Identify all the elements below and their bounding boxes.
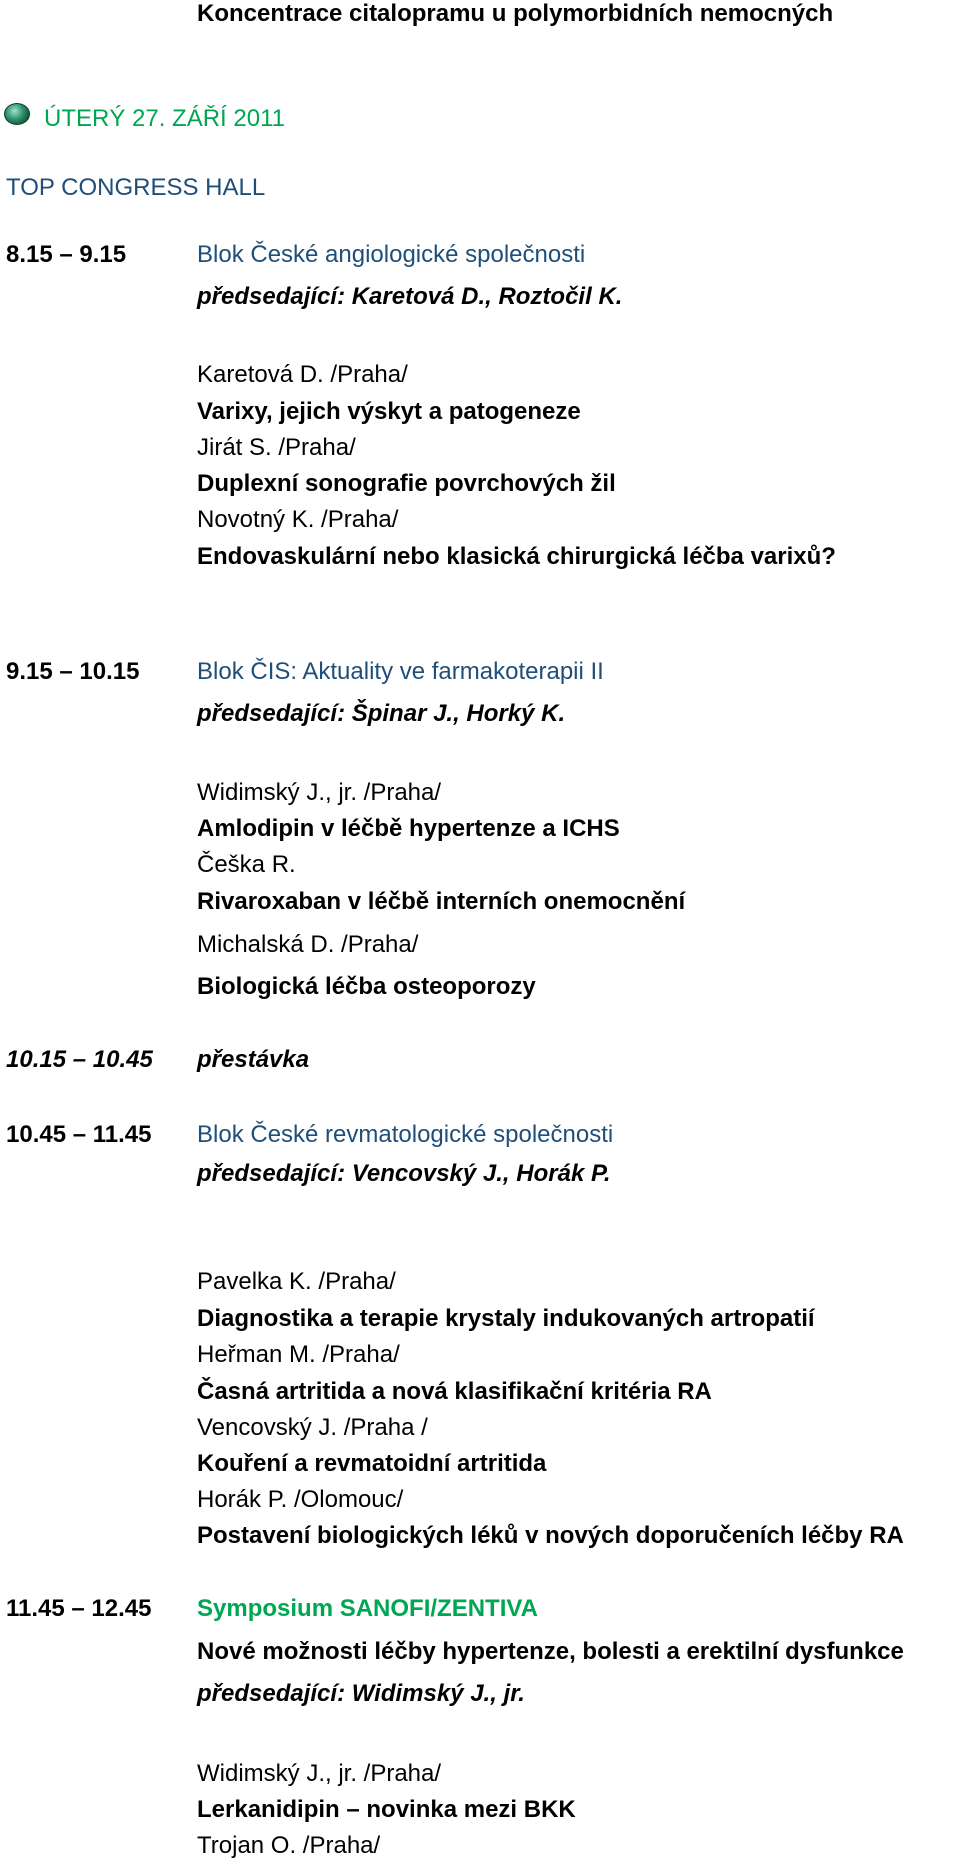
talk-author: Vencovský J. /Praha / [197, 1414, 428, 1441]
session-time: 9.15 – 10.15 [6, 658, 140, 685]
talk-title: Biologická léčba osteoporozy [197, 973, 536, 1000]
talk-title: Časná artritida a nová klasifikační kritéria RA [197, 1378, 712, 1405]
session-chairs: předsedající: Karetová D., Roztočil K. [197, 283, 623, 310]
talk-author: Pavelka K. /Praha/ [197, 1268, 396, 1295]
session-time: 10.45 – 11.45 [6, 1121, 152, 1148]
session-time: 11.45 – 12.45 [6, 1595, 152, 1622]
talk-author: Jirát S. /Praha/ [197, 434, 356, 461]
session-chairs: předsedající: Špinar J., Horký K. [197, 700, 566, 727]
talk-title: Lerkanidipin – novinka mezi BKK [197, 1796, 576, 1823]
session-chairs: předsedající: Widimský J., jr. [197, 1680, 525, 1707]
talk-title: Kouření a revmatoidní artritida [197, 1450, 547, 1477]
talk-author: Horák P. /Olomouc/ [197, 1486, 404, 1513]
session-title: Blok České angiologické společnosti [197, 241, 586, 268]
talk-author: Češka R. [197, 851, 296, 878]
talk-author: Widimský J., jr. /Praha/ [197, 1760, 442, 1787]
talk-title: Diagnostika a terapie krystaly indukovaných artropatií [197, 1305, 815, 1332]
talk-author: Michalská D. /Praha/ [197, 931, 419, 958]
session-time: 8.15 – 9.15 [6, 241, 127, 268]
symposium-subtitle: Nové možnosti léčby hypertenze, bolesti a erektilní dysfunkce [197, 1638, 904, 1665]
date-heading: ÚTERÝ 27. ZÁŘÍ 2011 [44, 105, 285, 132]
session-title: Blok České revmatologické společnosti [197, 1121, 614, 1148]
talk-title: Rivaroxaban v léčbě interních onemocnění [197, 888, 686, 915]
talk-title: Endovaskulární nebo klasická chirurgická léčba varixů? [197, 543, 836, 570]
break-time: 10.15 – 10.45 [6, 1046, 153, 1073]
talk-author: Trojan O. /Praha/ [197, 1832, 381, 1859]
talk-author: Karetová D. /Praha/ [197, 361, 408, 388]
talk-title: Amlodipin v léčbě hypertenze a ICHS [197, 815, 620, 842]
symposium-title: Symposium SANOFI/ZENTIVA [197, 1595, 538, 1622]
session-title: Blok ČIS: Aktuality ve farmakoterapii II [197, 658, 604, 685]
talk-author: Heřman M. /Praha/ [197, 1341, 400, 1368]
talk-title: Postavení biologických léků v nových doporučeních léčby RA [197, 1522, 904, 1549]
break-label: přestávka [197, 1046, 310, 1073]
page-title: Koncentrace citalopramu u polymorbidních nemocných [197, 0, 834, 27]
talk-author: Widimský J., jr. /Praha/ [197, 779, 442, 806]
green-globe-bullet-icon [4, 103, 30, 125]
session-chairs: předsedající: Vencovský J., Horák P. [197, 1160, 611, 1187]
hall-heading: TOP CONGRESS HALL [6, 174, 266, 201]
talk-author: Novotný K. /Praha/ [197, 506, 399, 533]
talk-title: Varixy, jejich výskyt a patogeneze [197, 398, 581, 425]
talk-title: Duplexní sonografie povrchových žil [197, 470, 616, 497]
